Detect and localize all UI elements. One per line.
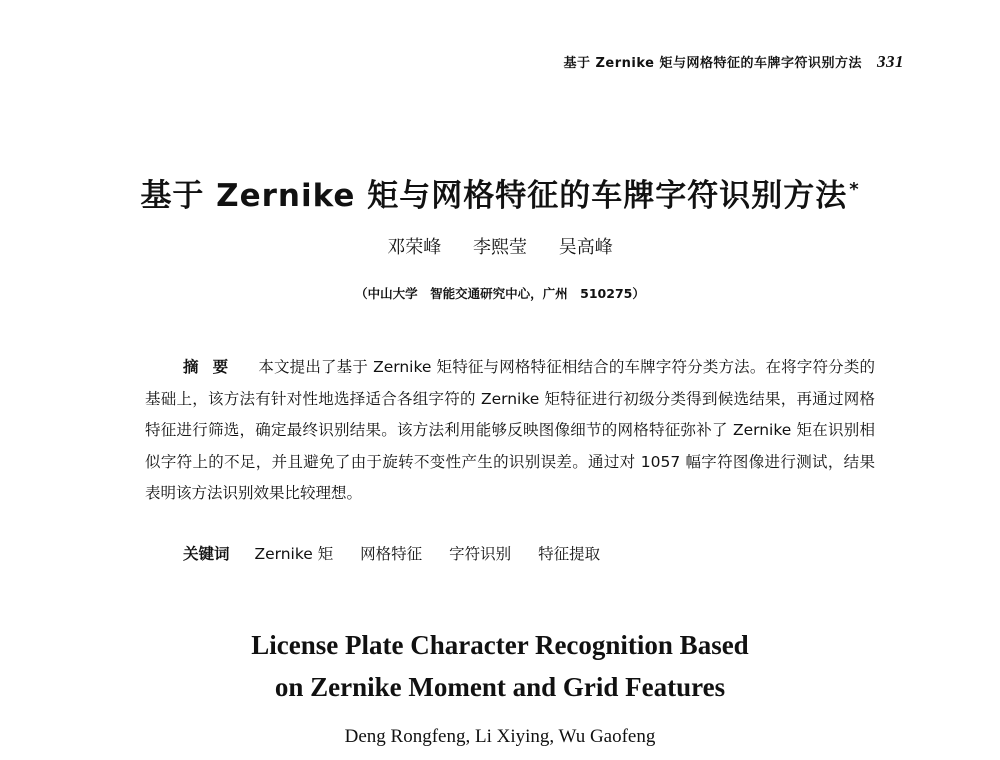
author-cn: 邓荣峰 [387,237,442,258]
keyword: Zernike 矩 [254,545,334,563]
author-cn: 吴高峰 [558,237,613,258]
running-head-title: 基于 Zernike 矩与网格特征的车牌字符识别方法 [563,56,862,71]
chinese-title [0,170,1000,215]
chinese-affiliation: （中山大学 智能交通研究中心，广州 510275） [355,286,645,301]
page-number: 331 [877,52,904,71]
author-cn: 李熙莹 [473,237,527,258]
abstract-label: 摘要 [183,358,243,376]
keywords [183,542,883,564]
title-footnote-mark: * [849,178,860,200]
english-authors: Deng Rongfeng, Li Xiying, Wu Gaofeng [344,726,656,747]
chinese-authors [0,233,1000,259]
abstract-text: 本文提出了基于 Zernike 矩特征与网格特征相结合的车牌字符分类方法。在将字符分类的基础上，该方法有针对性地选择适合各组字符的 Zernike 矩特征进行初级分类得到候选结果，再通过网格特征进行筛选，确定最终识别结果。该方法利用能够反映图像细节的网格特征弥补了 Zernike 矩在识别相似字符上的不足，并且避免了由于旋转不变性产生的识别误差。通过对 1057 幅字符图像进行测试，结果表明该方法识别效果比较理想。 [145,358,875,503]
keywords-label: 关键词 [183,545,230,563]
keyword: 字符识别 [449,545,512,563]
english-title [0,624,1000,708]
abstract [145,352,875,510]
keyword: 特征提取 [538,545,601,563]
keyword: 网格特征 [360,545,423,563]
chinese-title-text: 基于 Zernike 矩与网格特征的车牌字符识别方法 [140,178,848,214]
english-title-line-2: on Zernike Moment and Grid Features [274,672,726,702]
english-title-line-1: License Plate Character Recognition Based [251,630,749,660]
running-head [563,52,904,72]
